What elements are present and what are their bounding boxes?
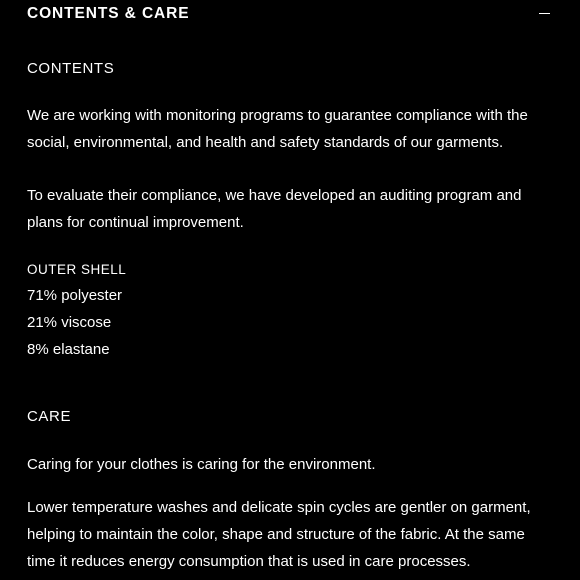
care-heading: CARE: [27, 408, 72, 425]
accordion-title: CONTENTS & CARE: [27, 5, 190, 22]
care-intro: Caring for your clothes is caring for the environment.: [27, 456, 376, 473]
care-paragraph-line-1: Lower temperature washes and delicate spin cycles are gentler on garment,: [27, 499, 531, 516]
minus-icon[interactable]: [538, 4, 552, 24]
care-paragraph-line-2: helping to maintain the color, shape and structure of the fabric. At the same: [27, 526, 525, 543]
accordion-header[interactable]: [27, 4, 553, 26]
contents-paragraph-1-line-2: social, environmental, and health and safety standards of our garments.: [27, 134, 504, 151]
material-item: 8% elastane: [27, 341, 110, 358]
material-item: 71% polyester: [27, 287, 123, 304]
contents-paragraph-1-line-1: We are working with monitoring programs to guarantee compliance with the: [27, 107, 528, 124]
contents-heading: CONTENTS: [27, 60, 115, 77]
outer-shell-heading: OUTER SHELL: [27, 262, 127, 277]
contents-paragraph-2-line-2: plans for continual improvement.: [27, 214, 244, 231]
material-item: 21% viscose: [27, 314, 112, 331]
care-paragraph-line-3: time it reduces energy consumption that is used in care processes.: [27, 553, 471, 570]
contents-paragraph-2-line-1: To evaluate their compliance, we have developed an auditing program and: [27, 187, 522, 204]
